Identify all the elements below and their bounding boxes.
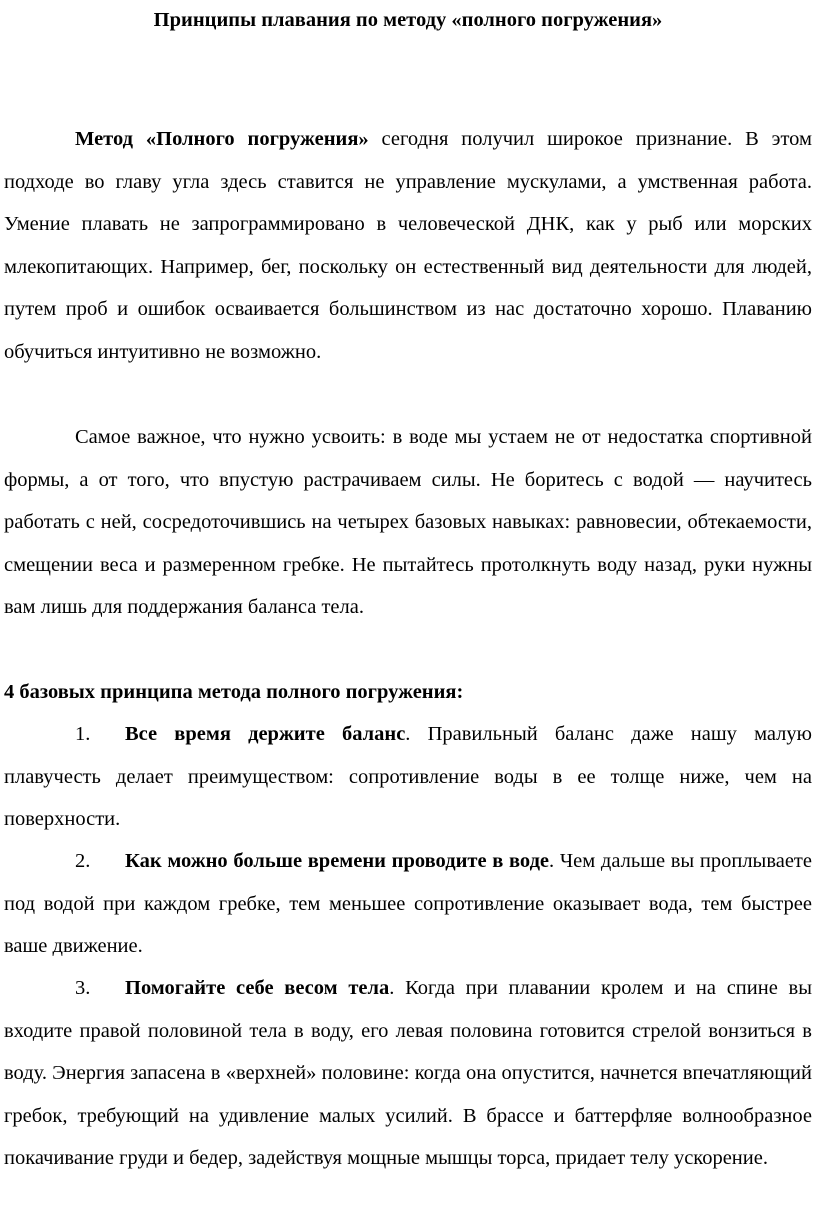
list-heading: 4 базовых принципа метода полного погружения: bbox=[4, 681, 464, 703]
intro-paragraph bbox=[4, 118, 812, 373]
intro-text: сегодня получил широкое признание. В этом подходе во главу угла здесь ставится не управление мускулами, а умственная работа. Умение плавать не запрограммировано в человеческой ДНК, как у рыб или морских млекопитающих. Например, бег, поскольку он естественный вид деятельности для людей, путем проб и ошибок осваивается большинством из нас достаточно хорошо. Плаванию обучиться интуитивно не возможно. bbox=[4, 128, 812, 363]
list-item-text: . Правильный баланс даже нашу малую плавучесть делает преимуществом: сопротивление воды в ее толще ниже, чем на поверхности. bbox=[4, 723, 812, 830]
list-item-bold: Помогайте себе весом тела bbox=[125, 977, 390, 999]
list-item-number: 1. bbox=[75, 723, 91, 745]
list-item-bold: Все время держите баланс bbox=[125, 723, 406, 745]
second-paragraph: Самое важное, что нужно усвоить: в воде мы устаем не от недостатка спортивной формы, а от того, что впустую растрачиваем силы. Не боритесь с водой — научитесь работать с ней, сосредоточившись на четырех базовых навыках: равновесии, обтекаемости, смещении веса и размеренном гребке. Не пытайтесь протолкнуть воду назад, руки нужны вам лишь для поддержания баланса тела. bbox=[4, 426, 812, 618]
list-item-text: . Когда при плавании кролем и на спине вы входите правой половиной тела в воду, его левая половина готовится стрелой вонзиться в воду. Энергия запасена в «верхней» половине: когда она опустится, начнется впечатляющий гребок, требующий на удивление малых усилий. В брассе и баттерфляе волнообразное покачивание груди и бедер, задействуя мощные мышцы торса, придает телу ускорение. bbox=[4, 977, 812, 1169]
list-item-number: 3. bbox=[75, 977, 91, 999]
list-item-text: . Чем дальше вы проплываете под водой при каждом гребке, тем меньшее сопротивление оказывает вода, тем быстрее ваше движение. bbox=[4, 850, 812, 957]
list-item-bold: Как можно больше времени проводите в воде bbox=[125, 850, 550, 872]
document-title: Принципы плавания по методу «полного погружения» bbox=[153, 9, 663, 31]
list-item-3 bbox=[4, 967, 812, 1180]
intro-lead-bold: Метод «Полного погружения» bbox=[75, 128, 369, 150]
list-item-1 bbox=[4, 713, 812, 841]
list-item-number: 2. bbox=[75, 850, 91, 872]
list-item-2 bbox=[4, 840, 812, 968]
